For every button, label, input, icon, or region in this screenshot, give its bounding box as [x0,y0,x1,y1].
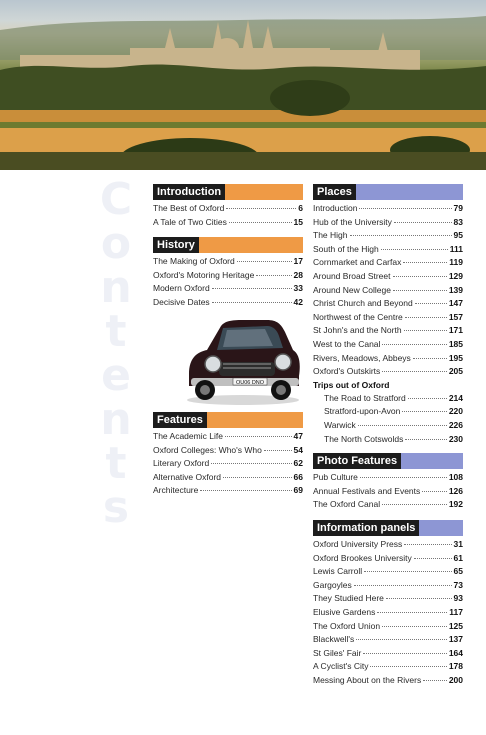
toc-entry[interactable] [313,552,463,566]
page-number: 192 [448,499,463,510]
page-number: 195 [448,352,463,363]
section-header [313,184,463,200]
page-number: 65 [453,566,463,577]
section-title: Information panels [313,520,419,536]
toc-entry[interactable] [313,498,463,512]
entry-title: The Best of Oxford [153,203,225,213]
page-number: 83 [453,216,463,227]
dot-leader [350,235,452,236]
entry-title: Christ Church and Beyond [313,298,413,309]
dot-leader [370,666,446,667]
toc-entry[interactable] [153,255,303,269]
toc-entry[interactable] [313,674,463,688]
page-number: 95 [453,230,463,241]
dot-leader [414,558,452,559]
dot-leader [415,303,447,304]
toc-entry[interactable] [153,444,303,458]
page-number: 15 [293,216,303,227]
dot-leader [393,290,447,291]
page-number: 139 [448,284,463,295]
page-number: 171 [448,325,463,336]
toc-entry[interactable] [313,485,463,499]
entry-title: St Giles' Fair [313,647,362,658]
toc-entry[interactable] [153,296,303,310]
dot-leader [393,276,447,277]
page-number: 54 [293,444,303,455]
page-number: 126 [448,485,463,496]
toc-entry[interactable] [313,202,463,216]
toc-entry[interactable] [313,392,463,406]
section-header [153,412,303,428]
toc-entry[interactable] [153,430,303,444]
dot-leader [211,463,291,464]
toc-entry[interactable] [313,243,463,257]
toc-entry[interactable] [313,352,463,366]
entry-title: A Cyclist's City [313,661,369,672]
entry-title: Around New College [313,284,391,295]
toc-entry[interactable] [313,660,463,674]
dot-leader [382,504,447,505]
dot-leader [382,626,447,627]
page-number: 33 [293,283,303,294]
entry-title: The Making of Oxford [153,256,235,266]
page-number: 66 [293,471,303,482]
toc-entry[interactable] [313,311,463,325]
dot-leader [381,249,448,250]
toc-entry[interactable] [313,229,463,243]
trips-subheading: Trips out of Oxford [313,379,390,390]
entry-title: South of the High [313,243,379,254]
entry-title: Architecture [153,485,199,496]
entry-title: Oxford's Motoring Heritage [153,269,255,280]
mini-car-image [183,316,303,406]
entry-title: Oxford Brookes University [313,552,412,563]
toc-entry[interactable] [313,592,463,606]
page-number: 214 [448,392,463,403]
entry-title: Gargoyles [313,579,352,590]
blue-bar [356,184,463,200]
dot-leader [422,491,447,492]
toc-entry[interactable] [313,633,463,647]
dot-leader [237,261,292,262]
entry-title: Decisive Dates [153,296,210,307]
dot-leader [212,302,292,303]
page-number: 6 [298,203,303,213]
dot-leader [360,477,447,478]
page-number: 62 [293,458,303,469]
dot-leader [229,222,292,223]
page-number: 205 [448,366,463,377]
toc-entry[interactable] [313,324,463,338]
dot-leader [264,450,292,451]
dot-leader [256,275,291,276]
entry-title: The North Cotswolds [324,433,404,444]
entry-title: West to the Canal [313,338,381,349]
entry-title: Messing About on the Rivers [313,674,422,685]
dot-leader [403,262,447,263]
section-title: Introduction [153,184,225,200]
entry-title: Pub Culture [313,472,358,482]
page-number: 200 [448,674,463,685]
entry-title: Warwick [324,419,356,430]
page-number: 185 [448,338,463,349]
dot-leader [404,330,447,331]
section-introduction [153,184,303,229]
entry-title: Oxford University Press [313,539,403,549]
entry-title: Northwest of the Centre [313,311,403,322]
toc-entry[interactable] [153,216,303,230]
entry-title: They Studied Here [313,593,384,604]
toc-entry[interactable] [313,338,463,352]
dot-leader [404,544,451,545]
entry-title: Stratford-upon-Avon [324,406,401,417]
toc-entry[interactable] [313,565,463,579]
entry-title: The Oxford Union [313,620,381,631]
toc-entry[interactable] [313,284,463,298]
entry-title: The Academic Life [153,431,223,441]
toc-entry[interactable] [313,256,463,270]
toc-entry[interactable] [153,269,303,283]
dot-leader [386,598,452,599]
orange-bar [199,237,303,253]
entry-title: Oxford's Outskirts [313,366,381,377]
dot-leader [354,585,452,586]
page-number: 69 [293,485,303,496]
page-number: 79 [453,203,463,213]
orange-bar [207,412,303,428]
entry-title: Alternative Oxford [153,471,222,482]
entry-title: St John's and the North [313,325,402,336]
page-number: 137 [448,634,463,645]
entry-title: The Road to Stratford [324,392,406,403]
oxford-skyline-photo [0,0,486,170]
dot-leader [364,571,451,572]
toc-entry[interactable] [313,579,463,593]
page-number: 230 [448,433,463,444]
dot-leader [408,398,447,399]
page-number: 108 [448,472,463,482]
dot-leader [394,222,452,223]
dot-leader [382,371,447,372]
dot-leader [212,288,292,289]
entry-title: The Oxford Canal [313,499,381,510]
dot-leader [423,680,447,681]
toc-entry[interactable] [153,457,303,471]
dot-leader [413,358,447,359]
toc-entry[interactable] [313,270,463,284]
section-information-panels [313,520,463,688]
section-history [153,237,303,309]
toc-entry[interactable] [313,606,463,620]
page-number: 31 [453,539,463,549]
entry-title: Lewis Carroll [313,566,363,577]
page-number: 111 [449,243,463,254]
section-header [153,237,303,253]
toc-entry[interactable] [313,297,463,311]
toc-entry[interactable] [313,365,463,379]
dot-leader [359,208,451,209]
dot-leader [225,436,292,437]
blue-bar [419,520,463,536]
section-header [313,453,463,469]
entry-title: Elusive Gardens [313,606,376,617]
page-number: 117 [449,606,463,617]
entry-title: The High [313,230,348,241]
entry-title: Oxford Colleges: Who's Who [153,444,262,455]
toc-entry[interactable] [153,202,303,216]
toc-entry[interactable] [313,433,463,447]
blue-bar [401,453,463,469]
toc-entry[interactable] [153,282,303,296]
page-number: 164 [448,647,463,658]
dot-leader [200,490,291,491]
dot-leader [382,344,446,345]
dot-leader [363,653,446,654]
dot-leader [226,208,296,209]
toc-entry[interactable] [313,620,463,634]
dot-leader [223,477,292,478]
page-number: 93 [453,593,463,604]
page-number: 42 [293,296,303,307]
dot-leader [402,411,446,412]
contents-watermark: C o n t e n t s [99,174,133,533]
toc-entry[interactable] [313,471,463,485]
page-number: 147 [448,298,463,309]
page-number: 226 [448,419,463,430]
section-header [153,184,303,200]
toc-entry[interactable] [313,419,463,433]
entry-title: Around Broad Street [313,270,391,281]
section-features [153,412,303,498]
toc-entry[interactable] [313,647,463,661]
toc-entry[interactable] [153,471,303,485]
entry-title: Hub of the University [313,216,392,227]
toc-entry[interactable] [313,216,463,230]
page-number: 73 [453,579,463,590]
page-number: 28 [293,269,303,280]
toc-entry[interactable] [153,484,303,498]
page-number: 178 [448,661,463,672]
page-number: 220 [448,406,463,417]
section-photo-features [313,453,463,512]
entry-title: Annual Festivals and Events [313,485,421,496]
entry-title: Blackwell's [313,634,355,645]
page-number: 61 [453,552,463,563]
section-header [313,520,463,536]
page-number: 47 [293,431,303,441]
entry-title: Introduction [313,203,358,213]
entry-title: Modern Oxford [153,283,210,294]
orange-bar [225,184,303,200]
page-number: 157 [448,311,463,322]
entry-title: Literary Oxford [153,458,210,469]
dot-leader [405,317,447,318]
entry-title: Cornmarket and Carfax [313,257,402,268]
page-number: 129 [448,270,463,281]
page-number: 125 [448,620,463,631]
toc-entry[interactable] [313,538,463,552]
page-number: 119 [449,257,463,268]
entry-title: Rivers, Meadows, Abbeys [313,352,411,363]
entry-title: A Tale of Two Cities [153,216,227,227]
dot-leader [377,612,447,613]
section-places [313,184,463,446]
section-title: Photo Features [313,453,401,469]
section-title: History [153,237,199,253]
toc-entry[interactable] [313,405,463,419]
section-title: Features [153,412,207,428]
dot-leader [356,639,447,640]
number-plate-text: OU06 DNO [235,380,265,386]
page-number: 17 [293,256,303,266]
dot-leader [358,425,447,426]
section-title: Places [313,184,356,200]
dot-leader [405,439,446,440]
